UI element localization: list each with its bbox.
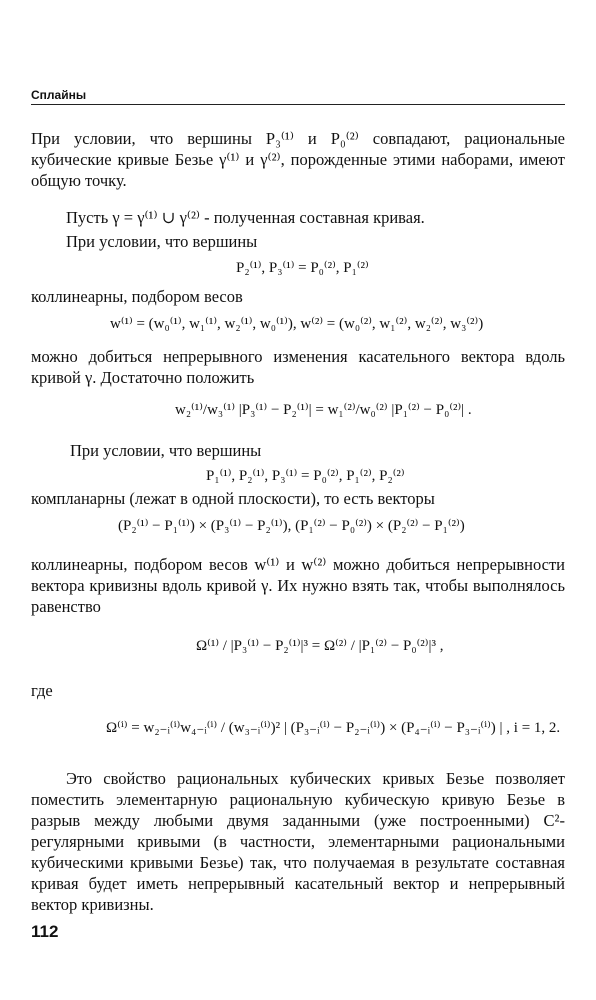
where-label: где (31, 681, 53, 700)
equation-tangent: w₂⁽¹⁾/w₃⁽¹⁾ |P₃⁽¹⁾ − P₂⁽¹⁾| = w₁⁽²⁾/w₀⁽²⁾ |P₁⁽²⁾ − P₀⁽²⁾| . (175, 402, 472, 418)
page-number: 112 (31, 922, 59, 941)
equation-omega-definition: Ω⁽ⁱ⁾ = w₂₋ᵢ⁽ⁱ⁾w₄₋ᵢ⁽ⁱ⁾ / (w₃₋ᵢ⁽ⁱ⁾)² | (P₃₋ᵢ⁽ⁱ⁾ − P₂₋ᵢ⁽ⁱ⁾) × (P₄₋ᵢ⁽ⁱ⁾ − P₃₋ᵢ⁽ⁱ⁾) | , i = 1, 2. (106, 720, 561, 736)
equation-weights: w⁽¹⁾ = (w₀⁽¹⁾, w₁⁽¹⁾, w₂⁽¹⁾, w₀⁽¹⁾), w⁽²⁾ = (w₀⁽²⁾, w₁⁽²⁾, w₂⁽²⁾, w₃⁽²⁾) (110, 316, 484, 332)
let-gamma-line: Пусть γ = γ⁽¹⁾ ∪ γ⁽²⁾ - полученная составная кривая. (66, 208, 425, 227)
condition-line-1: При условии, что вершины (66, 232, 258, 251)
paragraph-4: Это свойство рациональных кубических кривых Безье позволяет поместить элементарную рациональную кубическую кривую Безье в разрыв между любыми двумя заданными (уже построенными) C²-регулярными кривыми (в частности, элементарными рациональными кубическими кривыми Безье) так, что получаемая в результате составная кривая будет иметь непрерывный касательный вектор и непрерывный вектор кривизны. (31, 769, 565, 914)
collinear-line-1: коллинеарны, подбором весов (31, 287, 243, 306)
equation-vertices-1: P₂⁽¹⁾, P₃⁽¹⁾ = P₀⁽²⁾, P₁⁽²⁾ (236, 260, 369, 276)
running-header: Сплайны (31, 88, 565, 105)
paragraph-1: При условии, что вершины P₃⁽¹⁾ и P₀⁽²⁾ совпадают, рациональные кубические кривые Безье γ⁽¹⁾ и γ⁽²⁾, порожденные этими наборами, имеют общую точку. (31, 129, 565, 190)
equation-curvature: Ω⁽¹⁾ / |P₃⁽¹⁾ − P₂⁽¹⁾|³ = Ω⁽²⁾ / |P₁⁽²⁾ − P₀⁽²⁾|³ , (196, 638, 444, 654)
condition-line-2: При условии, что вершины (70, 441, 262, 460)
coplanar-line: компланарны (лежат в одной плоскости), то есть векторы (31, 489, 435, 508)
equation-cross-products: (P₂⁽¹⁾ − P₁⁽¹⁾) × (P₃⁽¹⁾ − P₂⁽¹⁾), (P₁⁽²⁾ − P₀⁽²⁾) × (P₂⁽²⁾ − P₁⁽²⁾) (118, 518, 465, 534)
paragraph-2: можно добиться непрерывного изменения касательного вектора вдоль кривой γ. Достаточно положить (31, 347, 565, 387)
paragraph-3: коллинеарны, подбором весов w⁽¹⁾ и w⁽²⁾ можно добиться непрерывности вектора кривизны вдоль кривой γ. Их нужно взять так, чтобы выполнялось равенство (31, 555, 565, 616)
equation-vertices-2: P₁⁽¹⁾, P₂⁽¹⁾, P₃⁽¹⁾ = P₀⁽²⁾, P₁⁽²⁾, P₂⁽²⁾ (206, 468, 405, 484)
